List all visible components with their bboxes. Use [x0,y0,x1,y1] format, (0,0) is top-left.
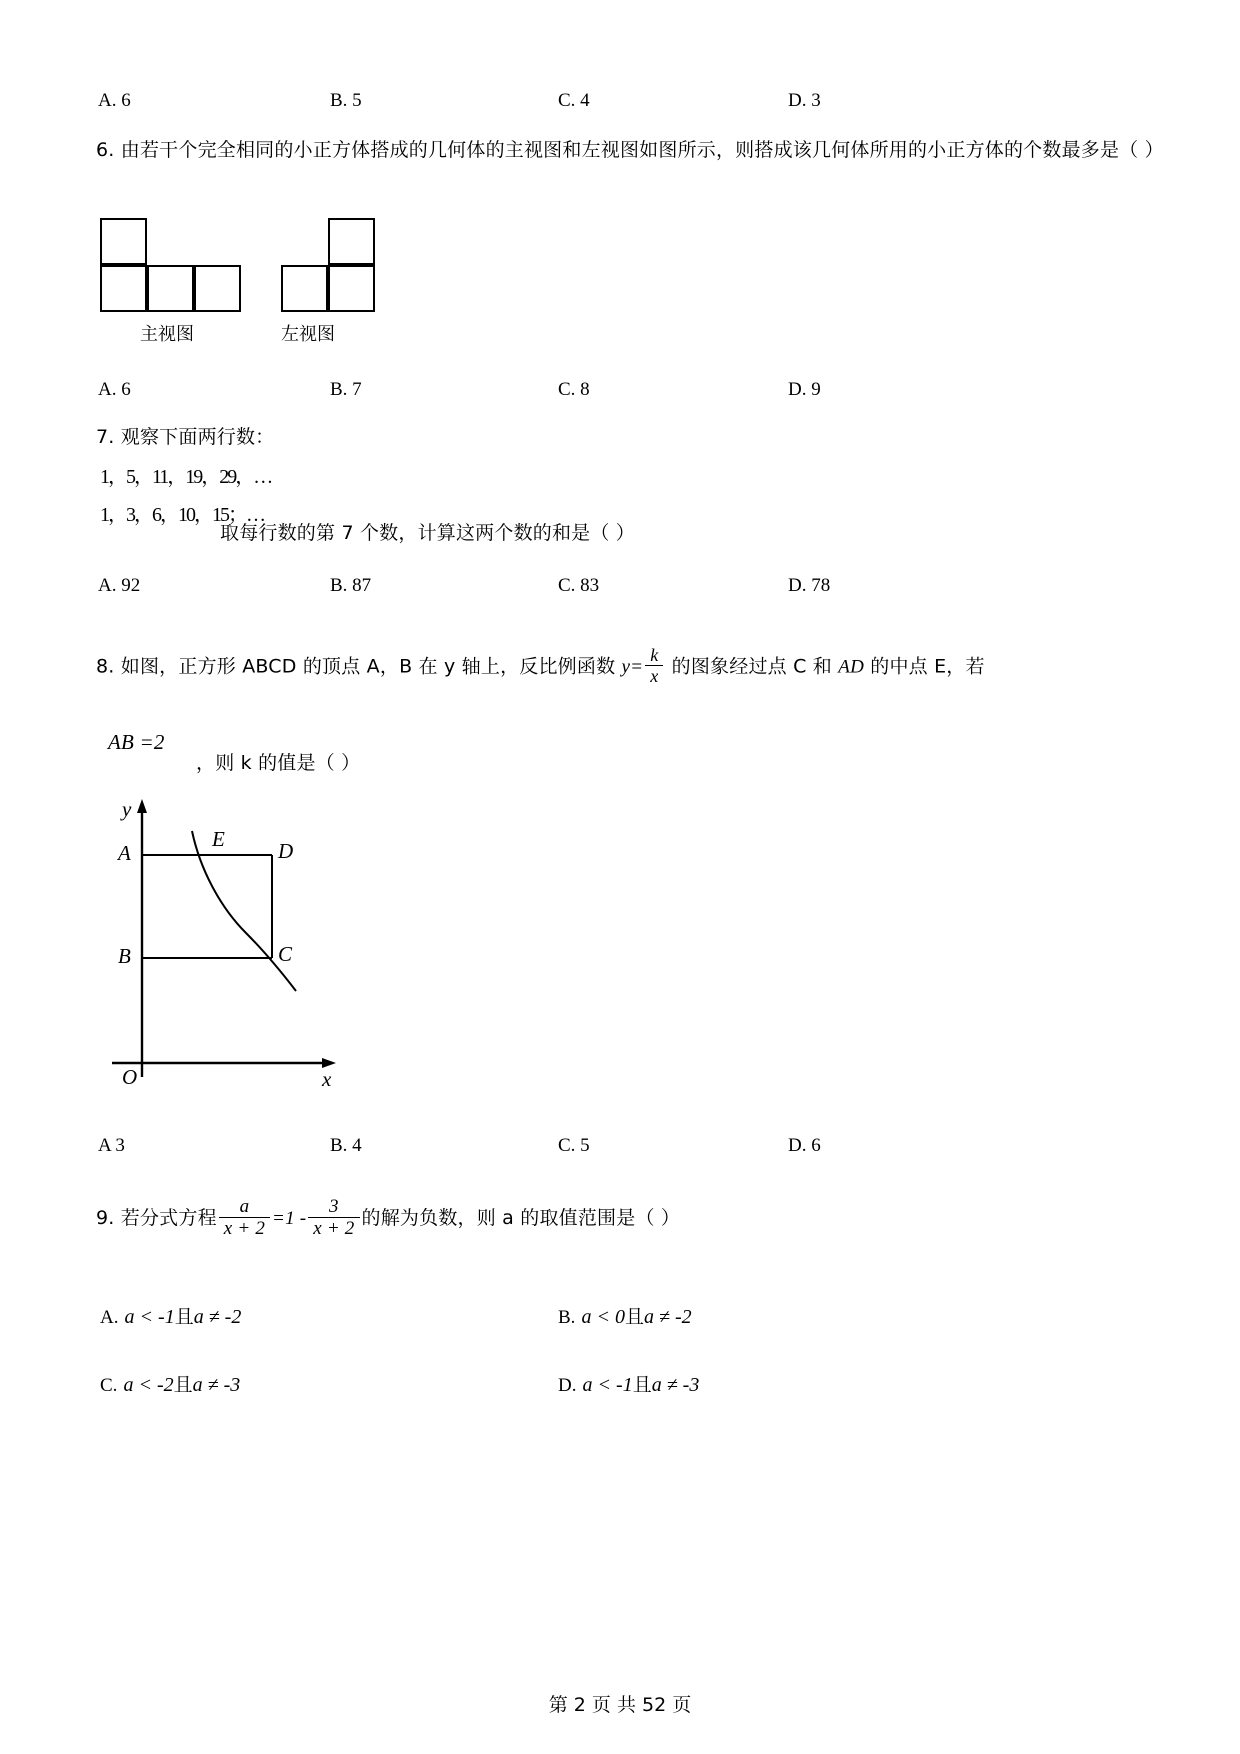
q9-option-c-label: C. [100,1375,118,1396]
q9-option-b[interactable] [558,1302,692,1329]
q7-option-a[interactable]: A. 92 [98,575,141,596]
q9-option-b-conjunction: 且 [624,1306,644,1328]
q6-option-d[interactable]: D. 9 [788,379,821,400]
q8-formula-numerator: k [650,645,659,665]
q6-figure [100,218,420,348]
q9-fraction-left-numerator: a [239,1196,250,1217]
point-label-e: E [212,827,225,851]
front-view-square-bottom-2 [147,265,194,312]
front-view-square-bottom-3 [194,265,241,312]
q8-option-b[interactable]: B. 4 [330,1135,362,1156]
q9-fraction-left-denominator: x + 2 [219,1217,270,1239]
front-view-caption: 主视图 [140,324,194,345]
q7-tail: 取每行数的第 7 个数，计算这两个数的和是（ ） [220,522,636,544]
q9-fraction-left [219,1196,270,1240]
q9-option-d[interactable] [558,1370,699,1397]
q8-stem-part3: 的中点 E，若 [870,655,985,678]
q9-option-a[interactable] [100,1302,241,1329]
q7-options-row [98,575,1148,601]
q6-option-b[interactable]: B. 7 [330,379,362,400]
q9-stem [96,1196,680,1240]
q8-segment-ad: AD [838,656,864,678]
q9-option-b-inequality-1: a < 0 [581,1306,625,1328]
q7-sequence-row-1: 1，5，11，19，29，… [100,466,272,488]
side-view-square-top [328,218,375,265]
q9-equation-middle: =1 - [272,1207,307,1229]
y-axis-arrow [137,799,147,813]
q9-option-d-inequality-1: a < -1 [582,1374,633,1396]
q8-formula-equals: = [630,656,644,678]
q9-option-a-conjunction: 且 [174,1306,194,1328]
q9-option-a-inequality-1: a < -1 [124,1306,175,1328]
q8-options-row [98,1135,1148,1161]
q8-formula-denominator: x [645,665,663,686]
q7-sequence-row-2: 1，3，6，10，15；… [100,504,264,526]
q9-fraction-right [308,1196,359,1240]
q8-option-d[interactable]: D. 6 [788,1135,821,1156]
q9-option-c-inequality-2: a ≠ -3 [192,1374,241,1396]
q8-option-a[interactable]: A 3 [98,1135,125,1156]
q9-option-d-conjunction: 且 [632,1374,652,1396]
q8-option-c[interactable]: C. 5 [558,1135,590,1156]
q9-option-d-label: D. [558,1375,577,1396]
y-axis-label: y [122,797,132,821]
q8-stem-part1: 8. 如图，正方形 ABCD 的顶点 A，B 在 y 轴上，反比例函数 [96,655,616,678]
page-footer: 第 2 页 共 52 页 [548,1694,692,1716]
q6-options-row [98,379,1148,405]
point-label-c: C [278,942,293,966]
q9-stem-suffix: 的解为负数，则 a 的取值范围是（ ） [361,1206,681,1229]
point-label-b: B [118,944,131,968]
point-label-d: D [278,839,294,863]
q9-option-b-inequality-2: a ≠ -2 [644,1306,692,1328]
q6-stem: 6. 由若干个完全相同的小正方体搭成的几何体的主视图和左视图如图所示，则搭成该几何体所用的小正方体的个数最多是（ ） [96,139,1164,161]
q5-options-row [98,90,1148,116]
q8-coordinate-svg [100,795,390,1095]
q8-stem [96,645,985,686]
q9-fraction-right-numerator: 3 [329,1196,339,1217]
q8-stem-part4: ，则 k 的值是（ ） [196,752,361,774]
q7-option-c[interactable]: C. 83 [558,575,600,596]
q5-option-c[interactable]: C. 4 [558,90,590,111]
q9-stem-prefix: 9. 若分式方程 [96,1206,217,1229]
q8-figure [100,795,390,1095]
q9-option-c-inequality-1: a < -2 [123,1374,174,1396]
q5-option-b[interactable]: B. 5 [330,90,362,111]
point-label-a: A [118,841,131,865]
q9-option-d-inequality-2: a ≠ -3 [651,1374,700,1396]
side-view-square-bottom-2 [328,265,375,312]
side-view-square-bottom-1 [281,265,328,312]
q9-fraction-right-denominator: x + 2 [308,1217,359,1239]
q5-option-a[interactable]: A. 6 [98,90,131,111]
q6-option-a[interactable]: A. 6 [98,379,131,400]
q7-option-d[interactable]: D. 78 [788,575,831,596]
x-axis-label: x [322,1067,332,1091]
origin-label: O [122,1065,138,1089]
q9-option-a-inequality-2: a ≠ -2 [193,1306,242,1328]
q8-stem-part2: 的图象经过点 C 和 [671,655,833,678]
q5-option-d[interactable]: D. 3 [788,90,821,111]
q8-formula-y: y [621,656,631,678]
q7-stem: 7. 观察下面两行数： [96,426,275,448]
q9-option-c-conjunction: 且 [173,1374,193,1396]
q7-option-b[interactable]: B. 87 [330,575,372,596]
front-view-square-bottom-1 [100,265,147,312]
q8-formula-fraction [645,645,663,686]
side-view-caption: 左视图 [281,324,335,345]
q9-option-b-label: B. [558,1307,576,1328]
q9-option-a-label: A. [100,1307,119,1328]
front-view-square-top [100,218,147,265]
q9-option-c[interactable] [100,1370,240,1397]
q6-option-c[interactable]: C. 8 [558,379,590,400]
q8-condition: AB =2 [108,730,165,754]
